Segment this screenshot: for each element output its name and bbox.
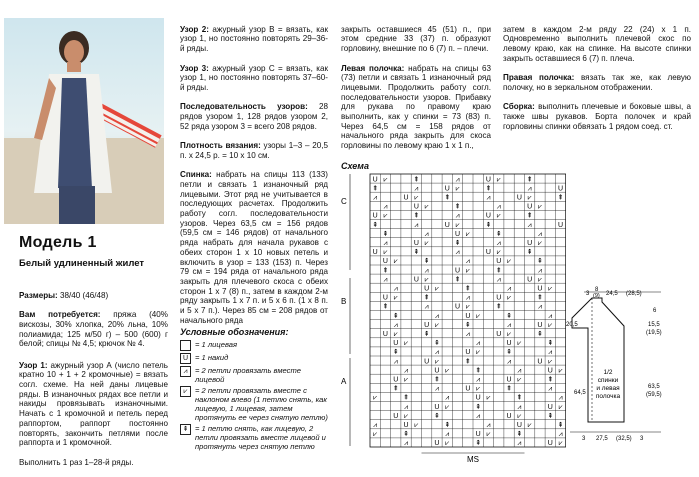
chart-symbol: U xyxy=(475,394,481,402)
col4-top-text: затем в каждом 2-м ряду 22 (24) х 1 п. Одновременно выполнить плечевой скос по левому краю, как на спинке. На высоте спинки закрыть оставшиеся 6 (7) п. плеча. xyxy=(503,24,691,63)
section-label: A xyxy=(341,377,347,386)
chart-symbol: ⩗ xyxy=(434,285,439,293)
model-photo xyxy=(4,18,164,224)
dim-24-5: 24,5 xyxy=(606,291,618,297)
chart-symbol: ⩗ xyxy=(434,321,439,329)
chart-symbol: ⩘ xyxy=(517,403,522,411)
chart-symbol: ⩘ xyxy=(537,267,542,275)
chart-symbol: ⇞ xyxy=(526,176,533,184)
legend-item xyxy=(180,366,330,384)
chart-symbol: ⩘ xyxy=(465,258,470,266)
chart-symbol: U xyxy=(393,340,399,348)
chart-symbol: ⇞ xyxy=(444,422,451,429)
dim-19-5: (19,5) xyxy=(646,330,662,336)
chart-symbol: ⩗ xyxy=(558,440,563,448)
chart-symbol: U xyxy=(506,340,512,348)
chart-symbol: ⩗ xyxy=(527,422,532,429)
chart-symbol: U xyxy=(434,367,440,375)
legend-item xyxy=(180,340,330,351)
chart-symbol: ⩘ xyxy=(434,349,439,357)
chart-symbol: ⇞ xyxy=(547,340,554,348)
chart-symbol: ⩘ xyxy=(496,203,501,211)
chart-symbol: ⩘ xyxy=(476,376,481,384)
chart-symbol: ⩘ xyxy=(558,431,563,439)
chart-symbol: ⩗ xyxy=(465,267,470,275)
legend-symbol-icon xyxy=(180,340,191,351)
chart-symbol: U xyxy=(413,276,419,284)
chart-symbol: ⩗ xyxy=(507,294,512,302)
chart-symbol: ⩗ xyxy=(537,240,542,247)
chart-symbol: ⩗ xyxy=(404,340,409,348)
chart-symbol: U xyxy=(372,176,378,184)
ms-label: MS xyxy=(467,455,479,464)
assembly-label: Сборка: xyxy=(503,102,535,112)
chart-symbol: ⇞ xyxy=(454,240,461,247)
chart-symbol: ⇞ xyxy=(485,185,492,193)
chart-symbol: ⩗ xyxy=(373,394,378,402)
chart-symbol: ⩘ xyxy=(445,394,450,402)
chart-symbol: ⇞ xyxy=(423,258,430,266)
chart-symbol: ⩘ xyxy=(373,194,378,202)
chart-symbol: ⇞ xyxy=(506,349,512,357)
chart-symbol: U xyxy=(475,431,481,439)
chart-symbol: ⇞ xyxy=(475,403,482,411)
chart-symbol: ⇞ xyxy=(475,367,482,375)
chart-symbol: ⩗ xyxy=(486,431,491,439)
dim-64-5: 64,5 xyxy=(574,390,586,396)
chart-symbol: ⩘ xyxy=(393,358,398,366)
assembly-text: выполнить плечевые и боковые швы, а также швы рукавов. Борта полочек и край горловины спинки обвязать 1 рядом соед. ст. xyxy=(503,102,691,131)
chart-symbol: ⩗ xyxy=(496,249,501,257)
chart-symbol: ⇞ xyxy=(392,385,399,393)
pattern2-label: Узор 2: xyxy=(180,24,209,34)
density-text: узоры 1–3 – 20,5 п. х 24,5 р. = 10 х 10 см. xyxy=(180,141,328,160)
chart-symbol: ⇞ xyxy=(526,212,533,220)
chart-symbol: ⩘ xyxy=(517,440,522,448)
chart-symbol: U xyxy=(485,249,491,257)
chart-symbol: ⩘ xyxy=(424,230,429,238)
chart-symbol: ⩗ xyxy=(548,285,553,293)
chart-symbol: U xyxy=(413,240,419,247)
chart-symbol: ⩗ xyxy=(393,331,398,338)
model-title: Модель 1 xyxy=(19,234,97,251)
sequence-label: Последовательность узоров: xyxy=(180,102,308,112)
chart-symbol: ⇞ xyxy=(506,385,512,393)
model-subtitle: Белый удлиненный жилет xyxy=(19,258,145,269)
chart-symbol: ⩗ xyxy=(517,340,522,348)
chart-symbol: U xyxy=(516,422,522,429)
chart-symbol: U xyxy=(547,367,553,375)
chart-symbol: U xyxy=(485,176,491,184)
dim-8: 8 xyxy=(595,287,599,293)
chart-symbol: U xyxy=(558,185,564,193)
chart-symbol: ⇞ xyxy=(434,412,440,420)
dim-59-5: (59,5) xyxy=(646,392,662,398)
chart-symbol: ⩘ xyxy=(507,358,512,366)
chart-symbol: ⩘ xyxy=(548,385,553,393)
dim-63-5: 63,5 xyxy=(648,384,660,390)
legend-text: = 1 петлю снять, как лицевую, 2 петли провязать вместе лицевой и протянуть через снятую петлю xyxy=(195,424,326,451)
chart-symbol: ⇞ xyxy=(392,349,399,357)
chart-symbol: ⩗ xyxy=(393,258,398,266)
chart-symbol: ⇞ xyxy=(495,267,502,275)
chart-symbol: ⩘ xyxy=(548,312,553,320)
chart-symbol: ⩘ xyxy=(445,431,450,439)
chart-symbol: ⇞ xyxy=(537,331,543,338)
chart-symbol: ⩘ xyxy=(476,340,481,348)
pattern1-tail: Выполнить 1 раз 1–28-й ряды. xyxy=(19,457,134,467)
chart-symbol: U xyxy=(516,194,522,202)
chart-symbol: ⩗ xyxy=(507,258,512,266)
chart-symbol: ⩗ xyxy=(393,294,398,302)
chart-symbol: ⩘ xyxy=(486,422,491,429)
chart-symbol: ⇞ xyxy=(454,203,461,211)
chart-symbol: U xyxy=(372,249,378,257)
left-front-text: набрать на спицы 63 (73) петли и связать 1 изнаночный ряд лицевыми. Продолжить работу согл. последовательности узоров. Прибавку для рукава по правому краю выполнить, как у спинки = 73 (83) п. Через 64,5 см = 158 рядов от начального ряда закрыть для скоса горловины по левому краю 1 х 1 п., xyxy=(341,63,491,151)
dim-9: (9) xyxy=(593,293,600,299)
chart-symbol: ⇞ xyxy=(464,321,471,329)
chart-symbol: ⩘ xyxy=(424,267,429,275)
chart-symbol: ⩘ xyxy=(383,240,388,247)
chart-symbol: U xyxy=(372,212,378,220)
chart-symbol: ⩗ xyxy=(558,403,563,411)
chart-symbol: U xyxy=(393,376,399,384)
chart-symbol: ⇞ xyxy=(434,376,440,384)
col4-text xyxy=(503,15,691,141)
dim-3-top: 3 xyxy=(586,291,590,297)
col3-top-text: закрыть оставшиеся 45 (51) п., при этом средние 33 (37) п. образуют горловину, внешние по 6 (7) п. – плечи. xyxy=(341,24,491,54)
chart-symbol: U xyxy=(506,376,512,384)
chart-symbol: ⩘ xyxy=(496,240,501,247)
chart-symbol: U xyxy=(537,285,543,293)
chart-symbol: ⩗ xyxy=(527,194,532,202)
chart-symbol: ⩗ xyxy=(486,394,491,402)
chart-symbol: ⇞ xyxy=(526,249,533,257)
chart-symbol: U xyxy=(527,240,533,247)
chart-symbol: U xyxy=(424,285,430,293)
chart-symbol: ⩘ xyxy=(455,176,460,184)
dim-20-5: 20,5 xyxy=(566,322,578,328)
chart-symbol: ⩗ xyxy=(548,358,553,366)
chart-symbol: ⩘ xyxy=(486,194,491,202)
chart-symbol: ⩗ xyxy=(424,203,429,211)
chart-symbol: U xyxy=(382,331,388,338)
chart-symbol: U xyxy=(434,403,440,411)
col3-text xyxy=(341,15,491,161)
chart-symbol: ⇞ xyxy=(403,431,409,439)
legend-text: = 1 накид xyxy=(195,353,229,362)
right-front-label: Правая полочка: xyxy=(503,73,575,83)
chart-symbol: ⩗ xyxy=(424,276,429,284)
legend-text: = 1 лицевая xyxy=(195,340,238,349)
chart-symbol: U xyxy=(537,358,543,366)
dim-3-bottom-b: 3 xyxy=(640,436,644,442)
chart-symbol: ⩘ xyxy=(414,221,419,229)
chart-symbol: U xyxy=(558,221,564,229)
chart-symbol: U xyxy=(527,276,533,284)
col2-text xyxy=(180,15,328,335)
legend-text: = 2 петли провязать вместе лицевой xyxy=(195,366,302,384)
chart-symbol: ⩘ xyxy=(476,412,481,420)
legend-title: Условные обозначения: xyxy=(180,327,289,337)
chart-symbol: ⇞ xyxy=(444,194,451,202)
chart-symbol: ⩘ xyxy=(393,321,398,329)
chart-symbol: ⩗ xyxy=(445,367,450,375)
chart-symbol: U xyxy=(382,294,388,302)
chart-symbol: ⇞ xyxy=(403,394,409,402)
legend-symbol-icon: ⩘ xyxy=(180,366,191,377)
chart-symbol: ⇞ xyxy=(382,303,389,311)
chart-symbol: ⩗ xyxy=(476,349,481,357)
chart-symbol: U xyxy=(465,385,471,393)
chart-symbol: U xyxy=(455,303,461,311)
legend-symbol-icon: ⩗ xyxy=(180,386,191,397)
chart-symbol: ⩗ xyxy=(517,376,522,384)
chart-symbol: ⇞ xyxy=(434,340,440,348)
chart-symbol: ⩘ xyxy=(465,331,470,338)
chart-symbol: ⇞ xyxy=(547,412,554,420)
pattern3-label: Узор 3: xyxy=(180,63,209,73)
chart-symbol: ⩘ xyxy=(496,276,501,284)
schematic-label-4: полочка xyxy=(595,393,621,400)
chart-symbol: ⇞ xyxy=(516,394,523,402)
chart-symbol: ⩘ xyxy=(383,203,388,211)
chart-symbol: ⩗ xyxy=(558,367,563,375)
chart-symbol: ⩗ xyxy=(496,176,501,184)
chart-symbol: ⇞ xyxy=(382,267,389,275)
schematic-label-2: спинки xyxy=(597,377,619,384)
chart-symbol: ⩗ xyxy=(445,440,450,448)
schematic-outline xyxy=(572,298,624,422)
chart-symbol: ⩘ xyxy=(507,285,512,293)
chart-symbol: ⩘ xyxy=(404,403,409,411)
garment-schematic xyxy=(566,282,696,467)
chart-symbol: ⇞ xyxy=(382,230,389,238)
chart-symbol: U xyxy=(547,403,553,411)
chart-symbol: U xyxy=(424,358,430,366)
legend-symbol-icon: ⇞ xyxy=(180,424,191,435)
chart-symbol: ⩗ xyxy=(404,412,409,420)
pattern2-text: ажурный узор В = вязать, как узор 1, но постоянно повторять 29–36-й ряды. xyxy=(180,24,328,54)
legend-item xyxy=(180,424,330,451)
left-front-label: Левая полочка: xyxy=(341,63,405,73)
chart-symbol: ⩗ xyxy=(476,312,481,320)
chart-symbol: ⩗ xyxy=(424,240,429,247)
chart-symbol: ⩘ xyxy=(383,276,388,284)
chart-symbol: U xyxy=(465,312,471,320)
chart-symbol: ⇞ xyxy=(537,258,543,266)
chart-symbol: U xyxy=(382,258,388,266)
chart-symbol: U xyxy=(413,203,419,211)
chart-symbol: ⩗ xyxy=(414,194,419,202)
dim-28-5: (28,5) xyxy=(626,291,642,297)
chart-symbol: ⩘ xyxy=(404,440,409,448)
chart-symbol: ⇞ xyxy=(372,221,379,229)
chart-symbol: ⩗ xyxy=(476,385,481,393)
right-front-text: вязать так же, как левую полочку, но в зеркальном отображении. xyxy=(503,73,691,92)
chart-symbol: ⩗ xyxy=(537,276,542,284)
schematic-label-3: и левая xyxy=(596,385,620,392)
chart-symbol: ⇞ xyxy=(392,312,399,320)
dim-32-5: (32,5) xyxy=(616,436,632,442)
chart-symbol: ⇞ xyxy=(495,230,502,238)
chart-symbol: U xyxy=(496,258,502,266)
chart-symbol: ⇞ xyxy=(547,376,554,384)
legend-item xyxy=(180,386,330,422)
chart-symbol: ⩘ xyxy=(527,185,532,193)
sizes-label: Размеры: xyxy=(19,290,58,300)
legend-symbol-icon: U xyxy=(180,353,191,364)
chart-symbol: ⇞ xyxy=(464,285,471,293)
chart-symbol: ⩗ xyxy=(517,412,522,420)
chart-symbol: ⩗ xyxy=(537,203,542,211)
chart-symbol: ⩘ xyxy=(393,285,398,293)
chart-symbol: ⩗ xyxy=(548,321,553,329)
legend-item xyxy=(180,353,330,364)
chart-symbol: ⇞ xyxy=(372,185,379,193)
chart-symbol: U xyxy=(496,294,502,302)
dim-27-5: 27,5 xyxy=(596,436,608,442)
density-label: Плотность вязания: xyxy=(180,141,261,151)
chart-symbol: U xyxy=(506,412,512,420)
chart-symbol: U xyxy=(485,212,491,220)
chart-symbol: ⩘ xyxy=(424,303,429,311)
dim-3-bottom-a: 3 xyxy=(582,436,586,442)
chart-symbol: ⇞ xyxy=(495,303,502,311)
chart-symbol: ⩘ xyxy=(527,221,532,229)
chart-symbol: ⩘ xyxy=(434,385,439,393)
chart-symbol: ⩘ xyxy=(558,394,563,402)
chart-symbol: ⩗ xyxy=(373,431,378,439)
chart-symbol: ⩗ xyxy=(507,331,512,338)
chart-symbol: ⩘ xyxy=(404,367,409,375)
chart-symbol: ⩗ xyxy=(383,212,388,220)
section-label: C xyxy=(341,197,347,206)
chart-symbol: ⩘ xyxy=(434,312,439,320)
chart-symbol: ⩗ xyxy=(383,176,388,184)
chart-symbol: ⇞ xyxy=(516,431,523,439)
dim-6: 6 xyxy=(653,308,657,314)
sizes-value: 38/40 (46/48) xyxy=(57,290,109,300)
materials-text: пряжа (40% вискозы, 30% хлопка, 20% льна, 10% полиамида; 125 м/50 г) – 500 (600) г белой; спицы № 4,5; крючок № 4. xyxy=(19,310,168,349)
chart-symbol: ⇞ xyxy=(464,358,471,366)
chart-symbol: ⩘ xyxy=(548,349,553,357)
chart-symbol: ⩘ xyxy=(373,422,378,429)
chart-symbol: ⩗ xyxy=(383,249,388,257)
chart-symbol: ⩗ xyxy=(404,376,409,384)
chart-symbol: U xyxy=(424,321,430,329)
pattern1-text: ажурный узор А (число петель кратно 10 + 1 + 2 кромочные) = вязать согл. схеме. На ней даны лицевые ряды. В изнаночных рядах все петли и накиды провязывать изнаночными. Начать с 1 кромочной и петель перед раппортом, раппорт постоянно повторять, закончить петлями после раппорта и 1 кромочной. xyxy=(19,360,168,448)
chart-symbol: U xyxy=(537,321,543,329)
chart-symbol: U xyxy=(465,349,471,357)
chart-symbol: ⇞ xyxy=(557,422,564,429)
chart-symbol: U xyxy=(444,221,450,229)
sequence-text: 28 рядов узором 1, 128 рядов узором 2, 52 ряда узором 3 = всего 208 рядов. xyxy=(180,102,328,131)
chart-symbol: ⩗ xyxy=(465,303,470,311)
chart-symbol: ⇞ xyxy=(413,212,420,220)
chart-symbol: ⩘ xyxy=(465,294,470,302)
chart-symbol: ⩘ xyxy=(537,303,542,311)
chart-symbol: U xyxy=(393,412,399,420)
chart-symbol: ⇞ xyxy=(423,331,430,338)
chart-symbol: U xyxy=(455,267,461,275)
schema-title: Схема xyxy=(341,161,369,171)
chart-symbol: ⇞ xyxy=(506,312,512,320)
chart-symbol: U xyxy=(403,422,409,429)
chart-symbol: ⇞ xyxy=(454,276,461,284)
chart-symbol: ⇞ xyxy=(557,194,564,202)
chart-symbol: ⩗ xyxy=(455,185,460,193)
chart-symbol: ⩗ xyxy=(455,221,460,229)
dim-15-5: 15,5 xyxy=(648,322,660,328)
chart-symbol: U xyxy=(403,194,409,202)
chart-symbol: ⇞ xyxy=(485,221,492,229)
chart-symbol: U xyxy=(496,331,502,338)
chart-symbol: ⩗ xyxy=(434,358,439,366)
chart-symbol: ⩘ xyxy=(537,230,542,238)
chart-symbol: ⇞ xyxy=(413,176,420,184)
section-label: B xyxy=(341,297,347,306)
back-label: Спинка: xyxy=(180,170,212,180)
chart-symbol: U xyxy=(434,440,440,448)
chart-symbol: ⇞ xyxy=(537,294,543,302)
schematic-label-1: 1/2 xyxy=(603,369,613,376)
chart-symbol: ⇞ xyxy=(423,294,430,302)
chart-symbol: U xyxy=(547,440,553,448)
knitting-chart xyxy=(336,170,566,470)
chart-symbol: ⩘ xyxy=(414,185,419,193)
chart-symbol: ⩗ xyxy=(445,403,450,411)
legend-list xyxy=(180,340,330,453)
col1-text xyxy=(19,281,168,477)
chart-symbol: U xyxy=(527,203,533,211)
chart-symbol: ⩘ xyxy=(507,321,512,329)
pattern3-text: ажурный узор С = вязать, как узор 1, но постоянно повторять 37–60-й ряды. xyxy=(180,63,328,92)
chart-symbol: U xyxy=(455,230,461,238)
chart-symbol: U xyxy=(444,185,450,193)
chart-symbol: ⇞ xyxy=(413,249,420,257)
chart-symbol: ⩘ xyxy=(517,367,522,375)
chart-symbol: ⩗ xyxy=(496,212,501,220)
chart-symbol: ⇞ xyxy=(475,440,482,448)
materials-label: Вам потребуется: xyxy=(19,310,101,320)
pattern1-label: Узор 1: xyxy=(19,360,48,370)
chart-symbol: ⩗ xyxy=(465,230,470,238)
chart-symbol: ⩗ xyxy=(414,422,419,429)
back-text: набрать на спицы 113 (133) петли и связать 1 изнаночный ряд лицевыми. Этот ряд не учитывается в последующих расчетах. Продолжить работу согл. последовательности узоров. Через 63,5 см = 156 рядов (59,5 см = 146 рядов) от начального ряда набрать для начала рукавов с обеих сторон 1 х 10 новых петель и включить в узор = 133 (153) п. Через 79 см = 194 ряда от начального ряда закрыть для плечевого скоса с обеих сторон 1 х 7 (8) п., затем в каждом 2-м ряду закрыть 1 х 7 п. и 5 х 6 п. (1 х 8 п. и 5 х 7 п.). Через 85 см = 208 рядов от начального ряда xyxy=(180,170,328,325)
chart-symbol: ⩘ xyxy=(455,212,460,220)
legend-text: = 2 петли провязать вместе с наклоном влево (1 петлю снять, как лицевую, 1 лицевая, затем протянуть ее через снятую петлю) xyxy=(195,386,328,422)
chart-symbol: ⩘ xyxy=(455,249,460,257)
